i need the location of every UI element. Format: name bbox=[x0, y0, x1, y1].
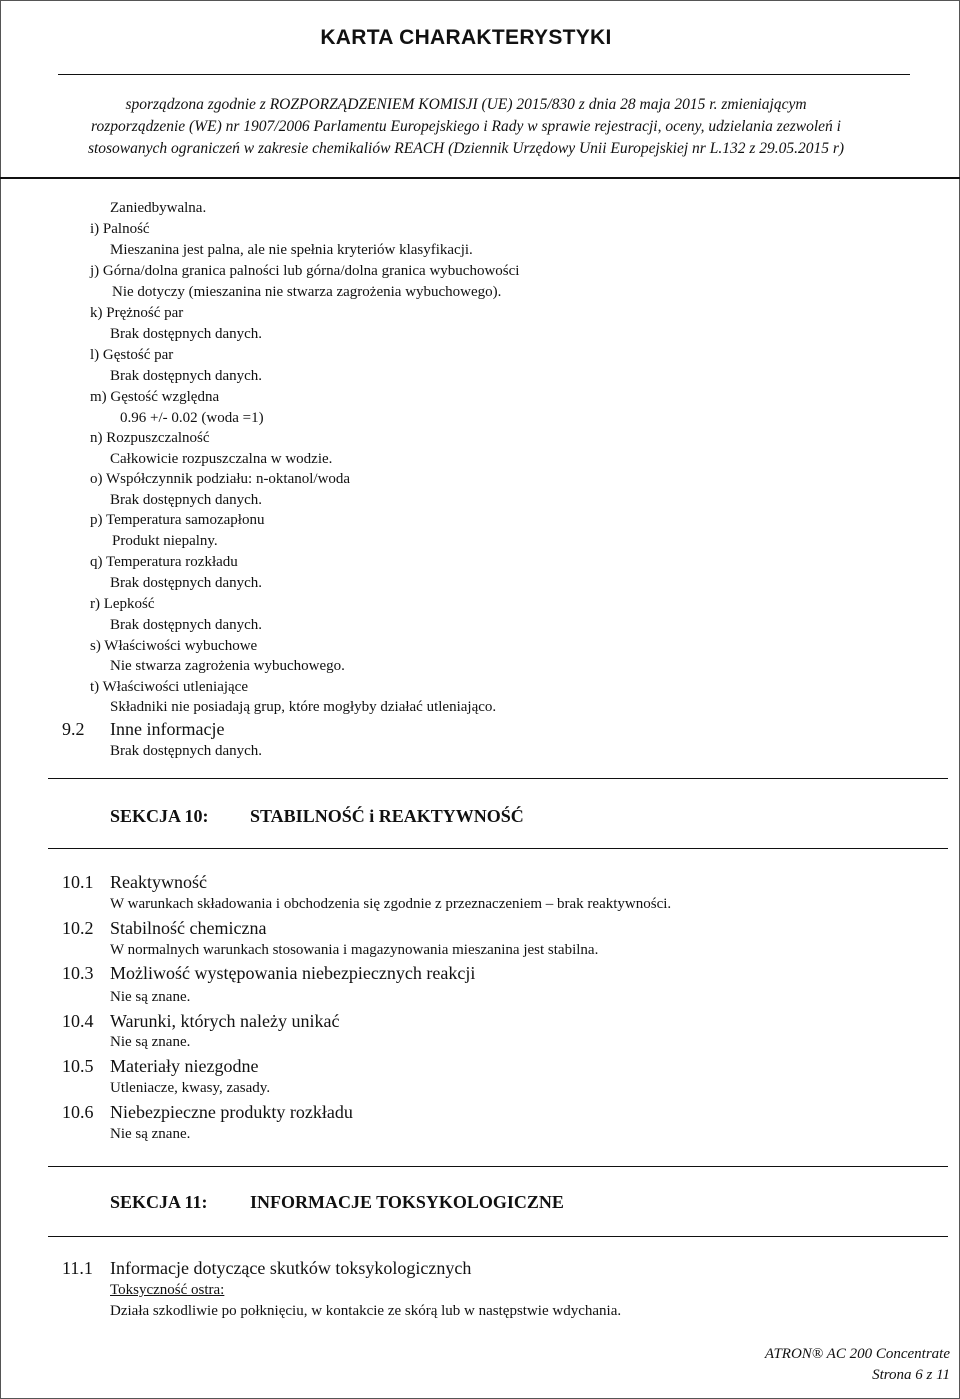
property-t-label: t) Właściwości utleniające bbox=[90, 679, 248, 695]
property-r-value: Brak dostępnych danych. bbox=[110, 617, 263, 633]
document-title: KARTA CHARAKTERYSTYKI bbox=[320, 26, 612, 49]
subsection-11-1-title: Informacje dotyczące skutków toksykologicznych bbox=[110, 1258, 472, 1278]
property-t-value: Składniki nie posiadają grup, które mogłyby działać utleniająco. bbox=[110, 699, 497, 715]
property-q-value: Brak dostępnych danych. bbox=[110, 575, 263, 591]
subsection-text: W normalnych warunkach stosowania i magazynowania mieszanina jest stabilna. bbox=[110, 942, 599, 958]
subsection-number: 10.5 bbox=[62, 1056, 94, 1076]
subsection-title: Materiały niezgodne bbox=[110, 1056, 259, 1076]
subsection-title: Stabilność chemiczna bbox=[110, 918, 267, 938]
property-q-label: q) Temperatura rozkładu bbox=[90, 554, 238, 570]
property-o-label: o) Współczynnik podziału: n-oktanol/woda bbox=[90, 471, 351, 487]
regulation-line-1: sporządzona zgodnie z ROZPORZĄDZENIEM KOMISJI (UE) 2015/830 z dnia 28 maja 2015 r. zmieniającym bbox=[125, 96, 807, 113]
section-11-top-rule bbox=[48, 1166, 948, 1167]
property-p-label: p) Temperatura samozapłonu bbox=[90, 512, 265, 528]
subsection-9-2-title: Inne informacje bbox=[110, 719, 225, 739]
property-n-value: Całkowicie rozpuszczalna w wodzie. bbox=[110, 451, 333, 467]
property-i-value: Mieszanina jest palna, ale nie spełnia kryteriów klasyfikacji. bbox=[110, 242, 473, 258]
subsection-text: Utleniacze, kwasy, zasady. bbox=[110, 1080, 271, 1096]
subsection-text: W warunkach składowania i obchodzenia się zgodnie z przeznaczeniem – brak reaktywności. bbox=[110, 896, 672, 912]
regulation-line-3: stosowanych ograniczeń w zakresie chemikaliów REACH (Dziennik Urzędowy Unii Europejskiej nr L.132 z 29.05.2015 r) bbox=[87, 140, 845, 157]
document-header bbox=[0, 0, 960, 178]
subsection-title: Reaktywność bbox=[110, 872, 207, 892]
property-r-label: r) Lepkość bbox=[90, 596, 155, 612]
header-separator bbox=[0, 177, 960, 179]
subsection-text: Nie są znane. bbox=[110, 1034, 191, 1050]
subsection-number: 10.6 bbox=[62, 1102, 94, 1122]
section-10-top-rule bbox=[48, 778, 948, 779]
property-s-value: Nie stwarza zagrożenia wybuchowego. bbox=[110, 658, 345, 674]
property-n-label: n) Rozpuszczalność bbox=[90, 430, 210, 446]
property-h-value: Zaniedbywalna. bbox=[110, 200, 207, 216]
property-i-label: i) Palność bbox=[90, 221, 150, 237]
subsection-number: 10.4 bbox=[62, 1011, 94, 1031]
subsection-9-2-value: Brak dostępnych danych. bbox=[110, 743, 263, 759]
acute-toxicity-label: Toksyczność ostra: bbox=[110, 1282, 225, 1298]
subsection-number: 10.3 bbox=[62, 963, 94, 983]
property-l-value: Brak dostępnych danych. bbox=[110, 368, 263, 384]
property-s-label: s) Właściwości wybuchowe bbox=[90, 638, 258, 654]
property-p-value: Produkt niepalny. bbox=[112, 533, 218, 549]
section-11-bottom-rule bbox=[48, 1236, 948, 1237]
section-11-title: INFORMACJE TOKSYKOLOGICZNE bbox=[250, 1192, 564, 1212]
acute-toxicity-text: Działa szkodliwie po połknięciu, w kontakcie ze skórą lub w następstwie wdychania. bbox=[110, 1303, 622, 1319]
property-j-label: j) Górna/dolna granica palności lub górna/dolna granica wybuchowości bbox=[90, 263, 520, 279]
property-j-value: Nie dotyczy (mieszanina nie stwarza zagrożenia wybuchowego). bbox=[112, 284, 502, 300]
subsection-title: Niebezpieczne produkty rozkładu bbox=[110, 1102, 353, 1122]
section-10-title: STABILNOŚĆ i REAKTYWNOŚĆ bbox=[250, 806, 524, 826]
subsection-text: Nie są znane. bbox=[110, 989, 191, 1005]
subsection-9-2-number: 9.2 bbox=[62, 719, 85, 739]
subsection-title: Możliwość występowania niebezpiecznych reakcji bbox=[110, 963, 476, 983]
subsection-title: Warunki, których należy unikać bbox=[110, 1011, 340, 1031]
section-11-label: SEKCJA 11: bbox=[110, 1192, 208, 1212]
footer-product-name: ATRON® AC 200 Concentrate bbox=[764, 1346, 950, 1362]
property-l-label: l) Gęstość par bbox=[90, 347, 174, 363]
title-underline bbox=[58, 74, 910, 75]
subsection-11-1-number: 11.1 bbox=[62, 1258, 93, 1278]
property-k-value: Brak dostępnych danych. bbox=[110, 326, 263, 342]
property-m-label: m) Gęstość względna bbox=[90, 389, 220, 405]
regulation-line-2: rozporządzenie (WE) nr 1907/2006 Parlamentu Europejskiego i Rady w sprawie rejestracji, oceny, udzielania zezwoleń i bbox=[91, 118, 841, 135]
subsection-text: Nie są znane. bbox=[110, 1126, 191, 1142]
property-k-label: k) Prężność par bbox=[90, 305, 184, 321]
section-10-bottom-rule bbox=[48, 848, 948, 849]
subsection-number: 10.2 bbox=[62, 918, 94, 938]
section-10-label: SEKCJA 10: bbox=[110, 806, 209, 826]
property-m-value: 0.96 +/- 0.02 (woda =1) bbox=[120, 410, 264, 426]
footer-page-number: Strona 6 z 11 bbox=[872, 1367, 950, 1383]
property-o-value: Brak dostępnych danych. bbox=[110, 492, 263, 508]
subsection-number: 10.1 bbox=[62, 872, 94, 892]
